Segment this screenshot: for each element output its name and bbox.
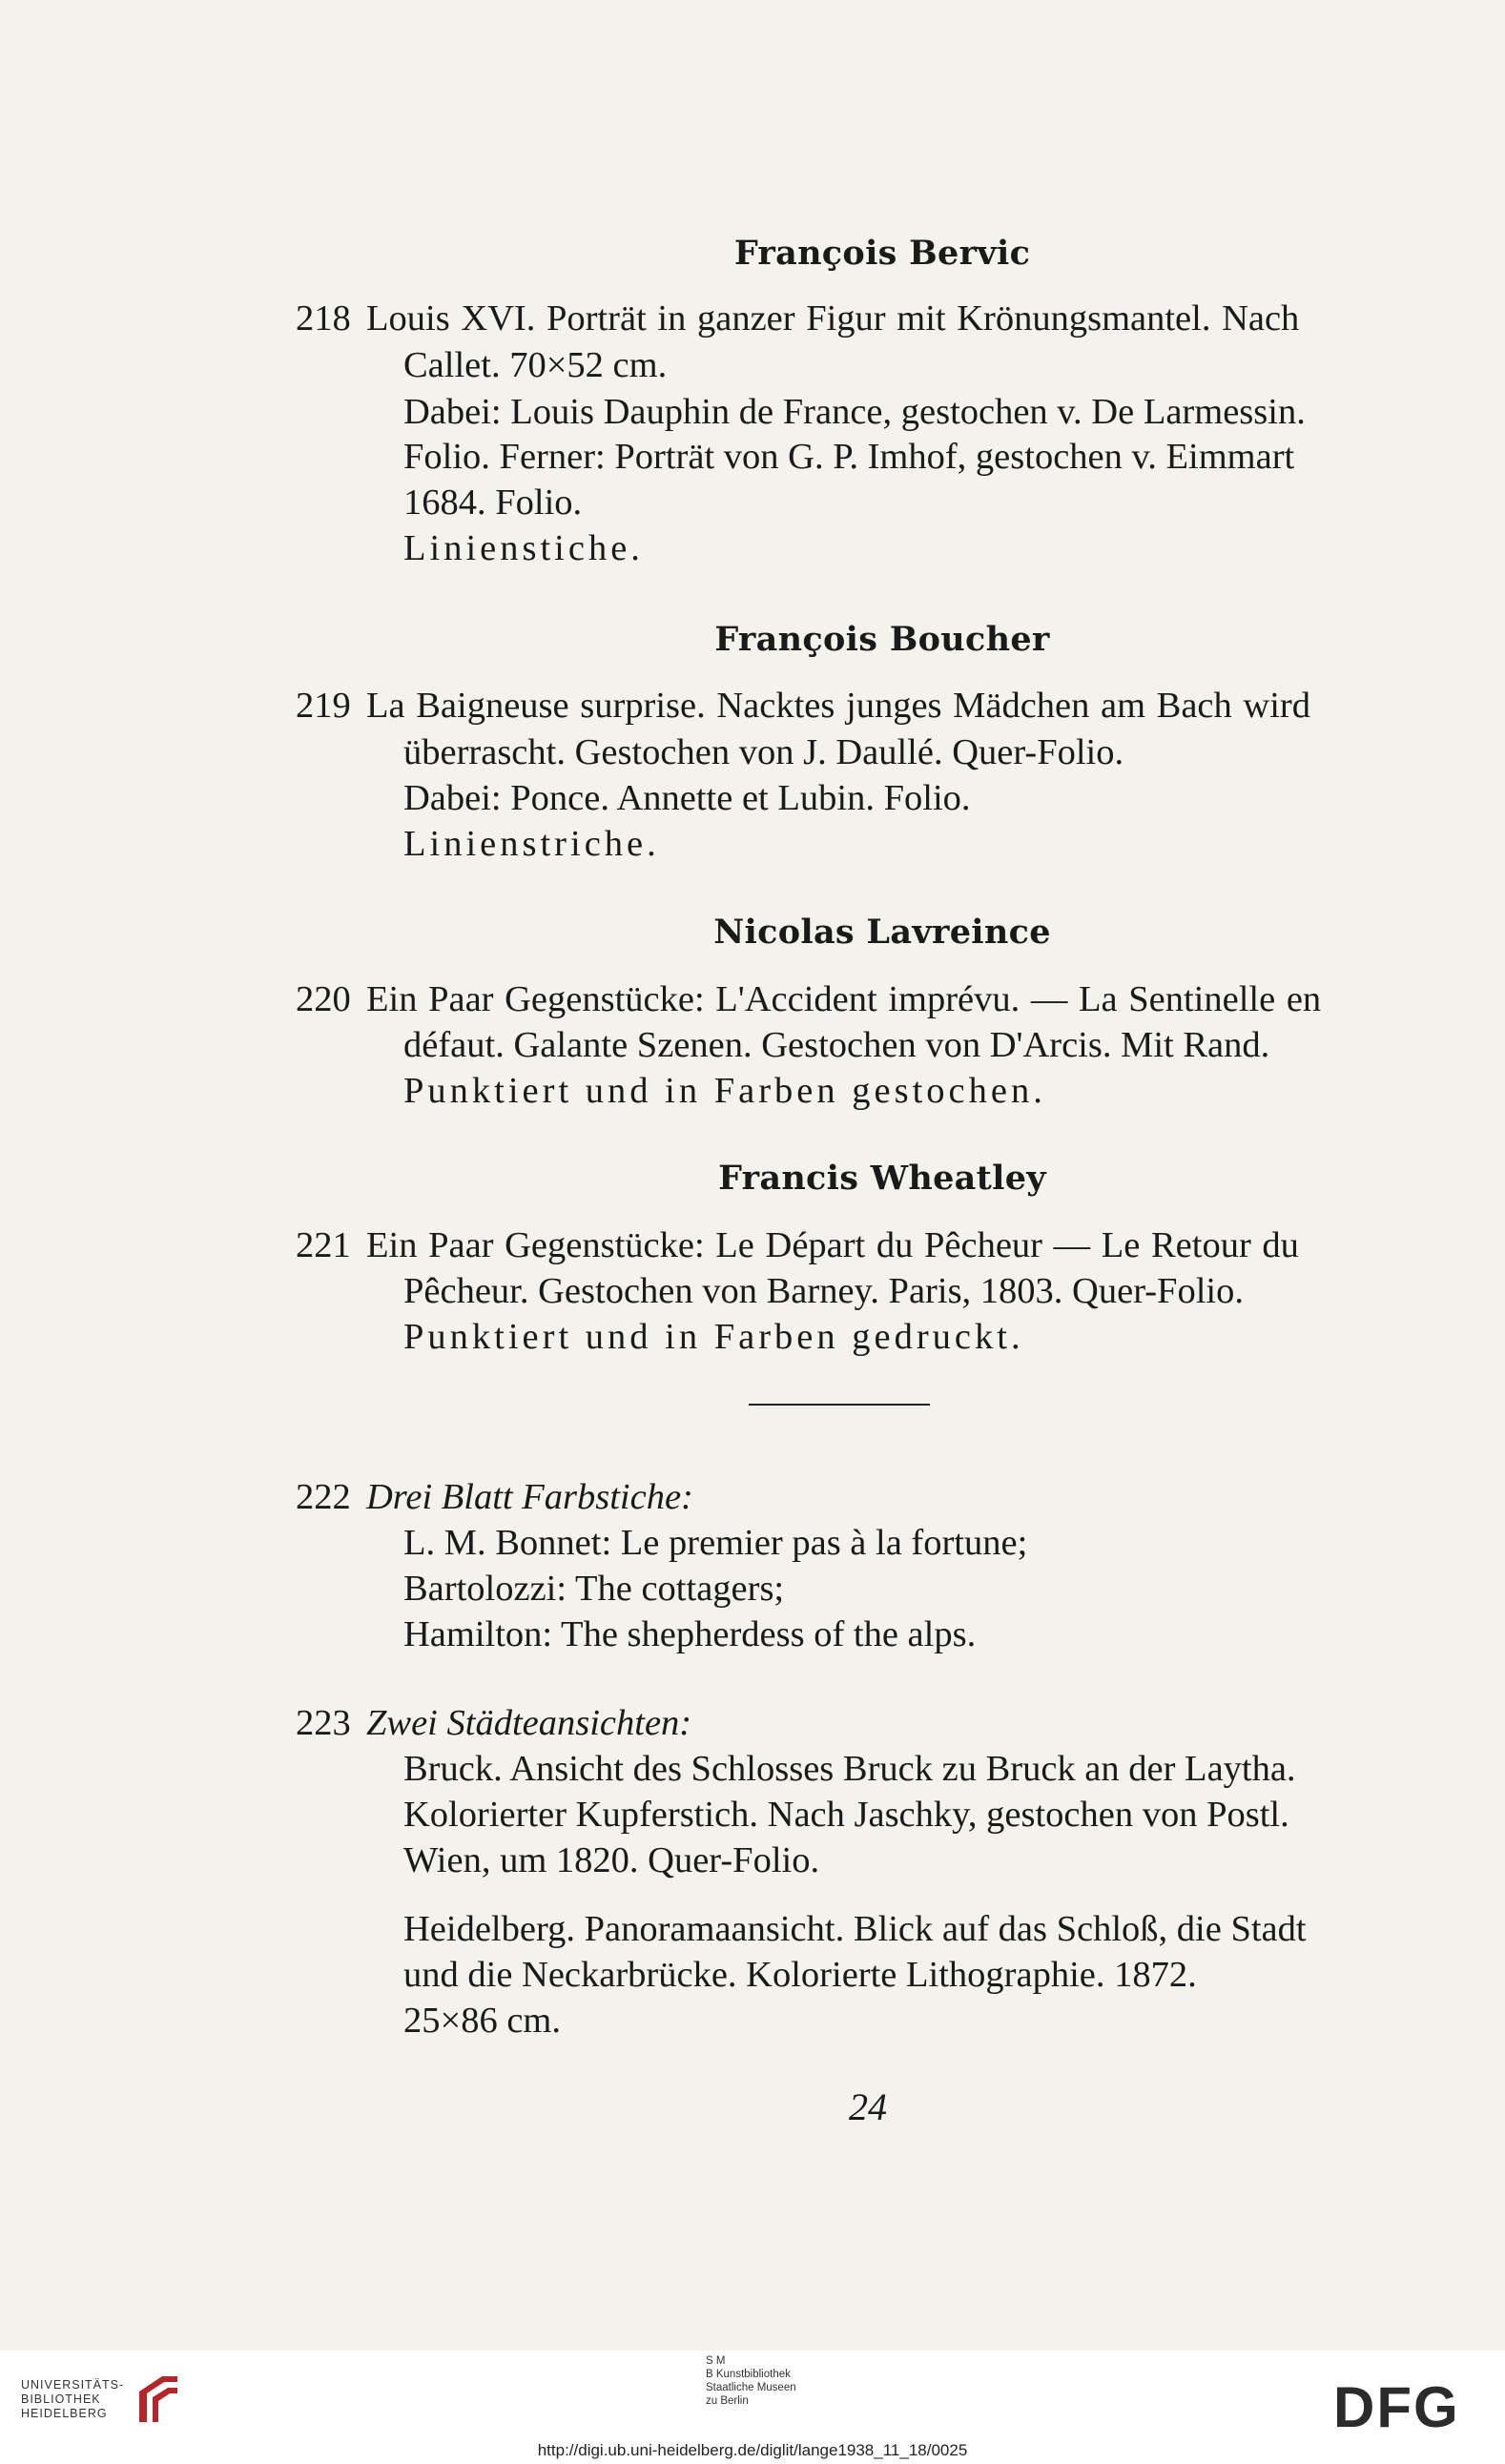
section-heading-lavreince: Nicolas Lavreince <box>713 913 1051 952</box>
entry-221-line-1: Ein Paar Gegenstücke: Le Départ du Pêcheur — Le Retour du <box>366 1225 1299 1265</box>
entry-222-line-3: Bartolozzi: The cottagers; <box>403 1569 785 1609</box>
entry-number-219: 219 <box>296 686 351 726</box>
entry-number-222: 222 <box>296 1477 351 1517</box>
sm-line-3: Staatliche Museen <box>706 2382 796 2393</box>
entry-220-line-3: Punktiert und in Farben gestochen. <box>403 1071 1046 1111</box>
university-logo-icon <box>135 2372 181 2426</box>
entry-218-line-2: Callet. 70×52 cm. <box>403 345 668 385</box>
university-line-2: BIBLIOTHEK <box>21 2392 101 2406</box>
sm-line-2: B Kunstbibliothek <box>706 2369 791 2380</box>
university-library-label <box>21 2378 124 2421</box>
entry-223-line-5: Heidelberg. Panoramaansicht. Blick auf das Schloß, die Stadt <box>403 1909 1307 1949</box>
section-heading-wheatley: Francis Wheatley <box>718 1159 1046 1198</box>
entry-number-221: 221 <box>296 1225 351 1265</box>
entry-218-line-3: Dabei: Louis Dauphin de France, gestochen v. De Larmessin. <box>403 392 1306 432</box>
entry-218-line-5: 1684. Folio. <box>403 483 583 523</box>
entry-219-line-4: Linienstriche. <box>403 824 660 864</box>
entry-219-line-1: La Baigneuse surprise. Nacktes junges Mädchen am Bach wird <box>366 686 1310 726</box>
dfg-logo: DFG <box>1333 2375 1460 2439</box>
entry-218-line-4: Folio. Ferner: Porträt von G. P. Imhof, gestochen v. Eimmart <box>403 437 1295 477</box>
entry-223-line-6: und die Neckarbrücke. Kolorierte Lithographie. 1872. <box>403 1955 1197 1995</box>
section-divider <box>749 1404 930 1406</box>
section-heading-boucher: François Boucher <box>714 620 1050 659</box>
entry-223-line-2: Bruck. Ansicht des Schlosses Bruck zu Bruck an der Laytha. <box>403 1749 1296 1789</box>
entry-222-line-2: L. M. Bonnet: Le premier pas à la fortune; <box>403 1523 1028 1563</box>
university-line-1: UNIVERSITÄTS- <box>21 2378 125 2392</box>
entry-219-line-2: überrascht. Gestochen von J. Daullé. Quer-Folio. <box>403 732 1124 772</box>
section-heading-bervic: François Bervic <box>733 234 1031 273</box>
entry-number-223: 223 <box>296 1703 351 1743</box>
entry-218-line-1: Louis XVI. Porträt in ganzer Figur mit Krönungsmantel. Nach <box>366 298 1300 339</box>
entry-number-220: 220 <box>296 979 351 1019</box>
entry-218-line-6: Linienstiche. <box>403 528 644 568</box>
entry-222-line-4: Hamilton: The shepherdess of the alps. <box>403 1614 977 1654</box>
sm-kunstbibliothek-label <box>706 2354 796 2408</box>
university-line-3: HEIDELBERG <box>21 2407 108 2420</box>
source-url-link[interactable]: http://digi.ub.uni-heidelberg.de/diglit/lange1938_11_18/0025 <box>537 2441 968 2459</box>
entry-223-line-3: Kolorierter Kupferstich. Nach Jaschky, gestochen von Postl. <box>403 1795 1289 1835</box>
entry-219-line-3: Dabei: Ponce. Annette et Lubin. Folio. <box>403 778 971 818</box>
entry-221-line-3: Punktiert und in Farben gedruckt. <box>403 1317 1024 1357</box>
entry-221-line-2: Pêcheur. Gestochen von Barney. Paris, 1803. Quer-Folio. <box>403 1271 1244 1311</box>
sm-line-1: S M <box>706 2355 726 2367</box>
entry-223-line-4: Wien, um 1820. Quer-Folio. <box>403 1840 820 1880</box>
entry-number-218: 218 <box>296 298 351 339</box>
entry-220-line-1: Ein Paar Gegenstücke: L'Accident imprévu. — La Sentinelle en <box>366 979 1322 1019</box>
entry-220-line-2: défaut. Galante Szenen. Gestochen von D'Arcis. Mit Rand. <box>403 1025 1270 1065</box>
entry-223-line-1: Zwei Städteansichten: <box>366 1703 692 1743</box>
page-number: 24 <box>849 2085 887 2128</box>
sm-line-4: zu Berlin <box>706 2395 749 2407</box>
entry-222-line-1: Drei Blatt Farbstiche: <box>366 1477 693 1517</box>
entry-223-line-7: 25×86 cm. <box>403 2001 561 2041</box>
